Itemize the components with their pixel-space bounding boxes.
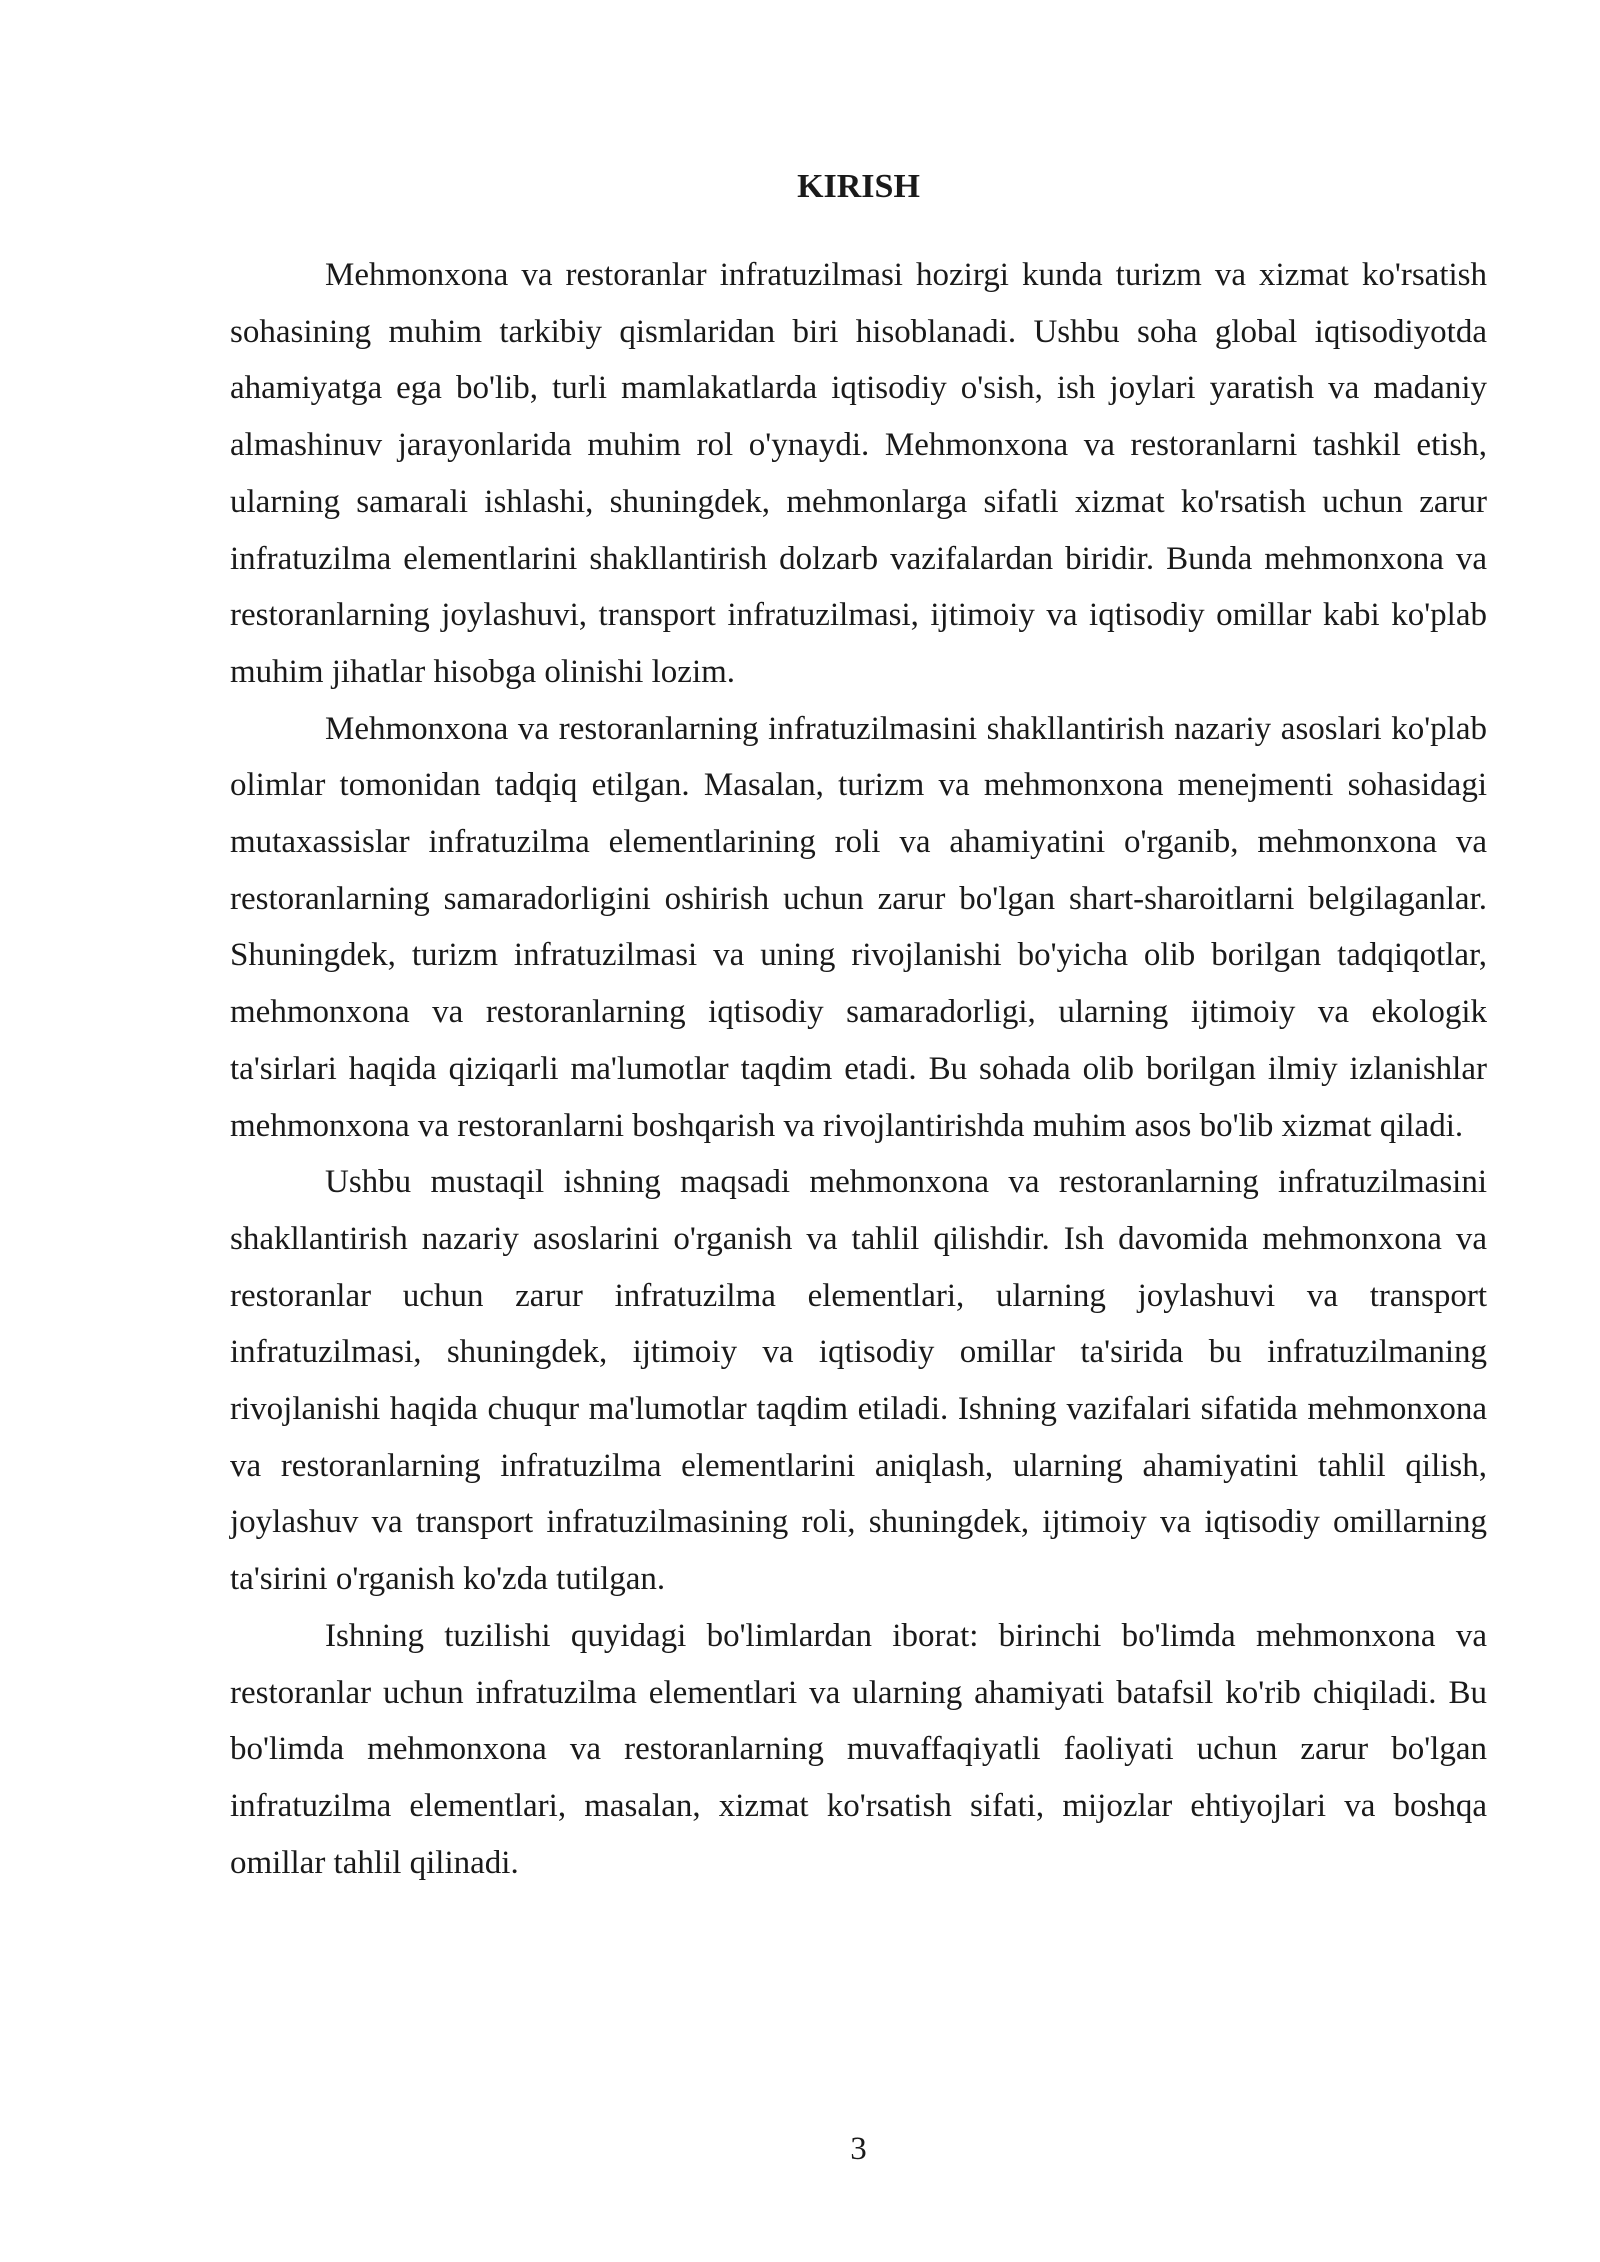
document-page [230, 0, 1487, 2262]
section-title: KIRISH [797, 168, 920, 205]
document-body [230, 247, 1487, 1891]
paragraph-4: Ishning tuzilishi quyidagi bo'limlardan iborat: birinchi bo'limda mehmonxona va restoranlar uchun infratuzilma elementlari va ularning ahamiyati batafsil ko'rib chiqiladi. Bu bo'limda mehmonxona va restoranlarning muvaffaqiyatli faoliyati uchun zarur bo'lgan infratuzilma elementlari, masalan, xizmat ko'rsatish sifati, mijozlar ehtiyojlari va boshqa omillar tahlil qilinadi. [230, 1617, 1487, 1881]
paragraph-1: Mehmonxona va restoranlar infratuzilmasi hozirgi kunda turizm va xizmat ko'rsatish sohasining muhim tarkibiy qismlaridan biri hisoblanadi. Ushbu soha global iqtisodiyotda ahamiyatga ega bo'lib, turli mamlakatlarda iqtisodiy o'sish, ish joylari yaratish va madaniy almashinuv jarayonlarida muhim rol o'ynaydi. Mehmonxona va restoranlarni tashkil etish, ularning samarali ishlashi, shuningdek, mehmonlarga sifatli xizmat ko'rsatish uchun zarur infratuzilma elementlarini shakllantirish dolzarb vazifalardan biridir. Bunda mehmonxona va restoranlarning joylashuvi, transport infratuzilmasi, ijtimoiy va iqtisodiy omillar kabi ko'plab muhim jihatlar hisobga olinishi lozim. [230, 257, 1487, 690]
paragraph-2: Mehmonxona va restoranlarning infratuzilmasini shakllantirish nazariy asoslari ko'plab olimlar tomonidan tadqiq etilgan. Masalan, turizm va mehmonxona menejmenti sohasidagi mutaxassislar infratuzilma elementlarining roli va ahamiyatini o'rganib, mehmonxona va restoranlarning samaradorligini oshirish uchun zarur bo'lgan shart-sharoitlarni belgilaganlar. Shuningdek, turizm infratuzilmasi va uning rivojlanishi bo'yicha olib borilgan tadqiqotlar, mehmonxona va restoranlarning iqtisodiy samaradorligi, ularning ijtimoiy va ekologik ta'sirlari haqida qiziqarli ma'lumotlar taqdim etadi. Bu sohada olib borilgan ilmiy izlanishlar mehmonxona va restoranlarni boshqarish va rivojlantirishda muhim asos bo'lib xizmat qiladi. [230, 710, 1487, 1144]
page-number: 3 [850, 2131, 867, 2167]
paragraph-3: Ushbu mustaqil ishning maqsadi mehmonxona va restoranlarning infratuzilmasini shakllantirish nazariy asoslarini o'rganish va tahlil qilishdir. Ish davomida mehmonxona va restoranlar uchun zarur infratuzilma elementlari, ularning joylashuvi va transport infratuzilmasi, shuningdek, ijtimoiy va iqtisodiy omillar ta'sirida bu infratuzilmaning rivojlanishi haqida chuqur ma'lumotlar taqdim etiladi. Ishning vazifalari sifatida mehmonxona va restoranlarning infratuzilma elementlarini aniqlash, ularning ahamiyatini tahlil qilish, joylashuv va transport infratuzilmasining roli, shuningdek, ijtimoiy va iqtisodiy omillarning ta'sirini o'rganish ko'zda tutilgan. [230, 1164, 1487, 1598]
